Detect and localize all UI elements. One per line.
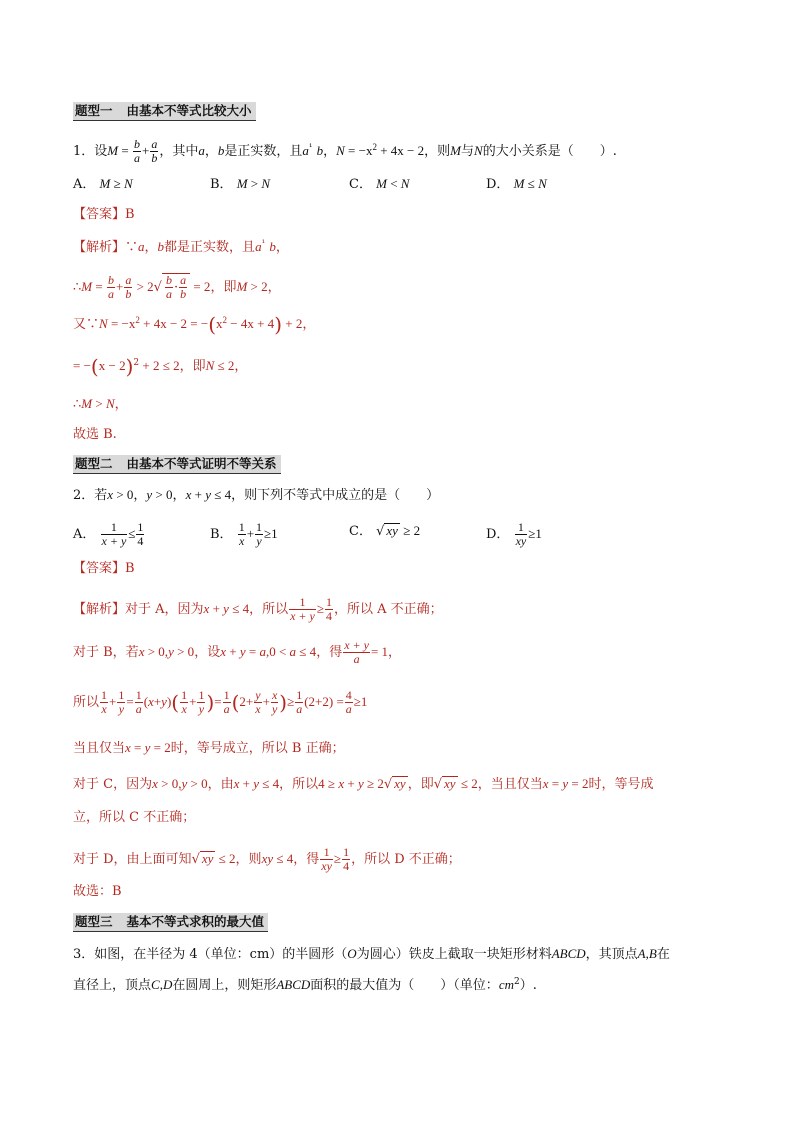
q1-analysis-line-4: = $-(x - 2)^2 + 2 \le 2$，即N ≤ 2， xyxy=(73,354,248,379)
section-title: 基本不等式求积的最大值 xyxy=(126,914,265,929)
q2-option-a: A． $\frac{1}{x + y}$ ≤ $\frac{1}{4}$ xyxy=(73,520,144,548)
q2-option-c: C． √ xy ≥ 2 xyxy=(349,523,421,539)
q2-analysis-line-1: 【解析】对于 A，因为x + y ≤ 4，所以 $\frac{1}{x + y}$ ≥ $\frac{1}{4}$ ，所以 A 不正确； xyxy=(73,595,443,623)
q1-analysis-line-3: 又∵N = $-x^2 + 4x - 2 = -(x^2 - 4x + 4) + 2$， xyxy=(73,312,316,337)
q1-analysis-line-5: ∴M > N， xyxy=(73,396,128,412)
q2-analysis-line-5: 对于 C，因为x > 0,y > 0，由x + y ≤ 4，所以4 ≥ x + y ≥ 2√ xy ，即√ xy ≤ 2，当且仅当x = y = 2时，等号成 xyxy=(73,776,654,792)
section-label: 题型一 xyxy=(75,103,113,118)
q1-analysis-line-2: ∴M = $\frac{b}{a}$ + $\frac{a}{b}$ > 2√ $\frac{b}{a}$ · $\frac{a}{b}$ = 2，即M > 2， xyxy=(73,273,281,301)
q2-analysis-line-6: 立，所以 C 不正确； xyxy=(73,810,196,825)
q2-answer: 【答案】B xyxy=(73,561,135,576)
q2-option-b: B． $\frac{1}{x}$ + $\frac{1}{y}$ ≥1 xyxy=(210,520,278,548)
q2-analysis-line-3: 所以 $\frac{1}{x}$ + $\frac{1}{y}$ = $\frac{1}{a}$ (x+y)( $\frac{1}{x}$ + $\frac{1}{y}$ )= $\frac{1}{a}$ (2+ $\frac{y}{x}$ + $\frac{x}{y}$ )≥ $\frac{1}{a}$ (2+2) = $\frac{4}{a}$ ≥1 xyxy=(73,688,368,716)
q2-final: 故选：B xyxy=(73,884,122,899)
q1-answer: 【答案】B xyxy=(73,207,135,222)
q2-analysis-line-2: 对于 B，若x > 0,y > 0，设x + y = a,0 < a ≤ 4，得 $\frac{x + y}{a}$ = 1， xyxy=(73,638,402,666)
q1-final: 故选 B. xyxy=(73,427,117,442)
q1-option-c: C． M < N xyxy=(349,176,410,192)
q1-option-d: D． M ≤ N xyxy=(486,176,547,192)
section-title: 由基本不等式证明不等关系 xyxy=(126,456,277,471)
q1-option-a: A． M ≥ N xyxy=(73,176,133,192)
question-3-line-1: 3．如图，在半径为 4（单位：cm）的半圆形（O为圆心）铁皮上截取一块矩形材料ABCD，其顶点A,B在 xyxy=(73,946,670,962)
section-label: 题型三 xyxy=(75,914,113,929)
section-label: 题型二 xyxy=(75,456,113,471)
q2-analysis-line-7: 对于 D，由上面可知√ xy ≤ 2，则xy ≤ 4，得 $\frac{1}{xy}$ ≥ $\frac{1}{4}$ ，所以 D 不正确； xyxy=(73,845,461,873)
question-2-stem: 2．若x > 0，y > 0，x + y ≤ 4，则下列不等式中成立的是（ ） xyxy=(73,487,440,503)
q1-option-b: B． M > N xyxy=(210,176,271,192)
section-header-1 xyxy=(73,102,256,121)
question-3-line-2: 直径上，顶点C,D在圆周上，则矩形ABCD面积的最大值为（ ）（单位：$cm^2$）. xyxy=(73,977,537,993)
q2-analysis-line-4: 当且仅当x = y = 2时，等号成立，所以 B 正确； xyxy=(73,740,345,756)
section-title: 由基本不等式比较大小 xyxy=(126,103,252,118)
q1-analysis-line-1: 【解析】∵a，b都是正实数，且$a^{^1}$ b， xyxy=(73,239,289,255)
section-header-2 xyxy=(73,455,281,474)
section-header-3 xyxy=(73,913,268,932)
question-1-stem: 1．设M = $\frac{b}{a}$ + $\frac{a}{b}$ ，其中a，b是正实数，且$a^{^1}$ b，$N = -x^2 + 4x - 2$，则M与N的大小关系是（ ）. xyxy=(73,137,617,165)
q2-option-d: D． $\frac{1}{xy}$ ≥1 xyxy=(486,520,542,548)
